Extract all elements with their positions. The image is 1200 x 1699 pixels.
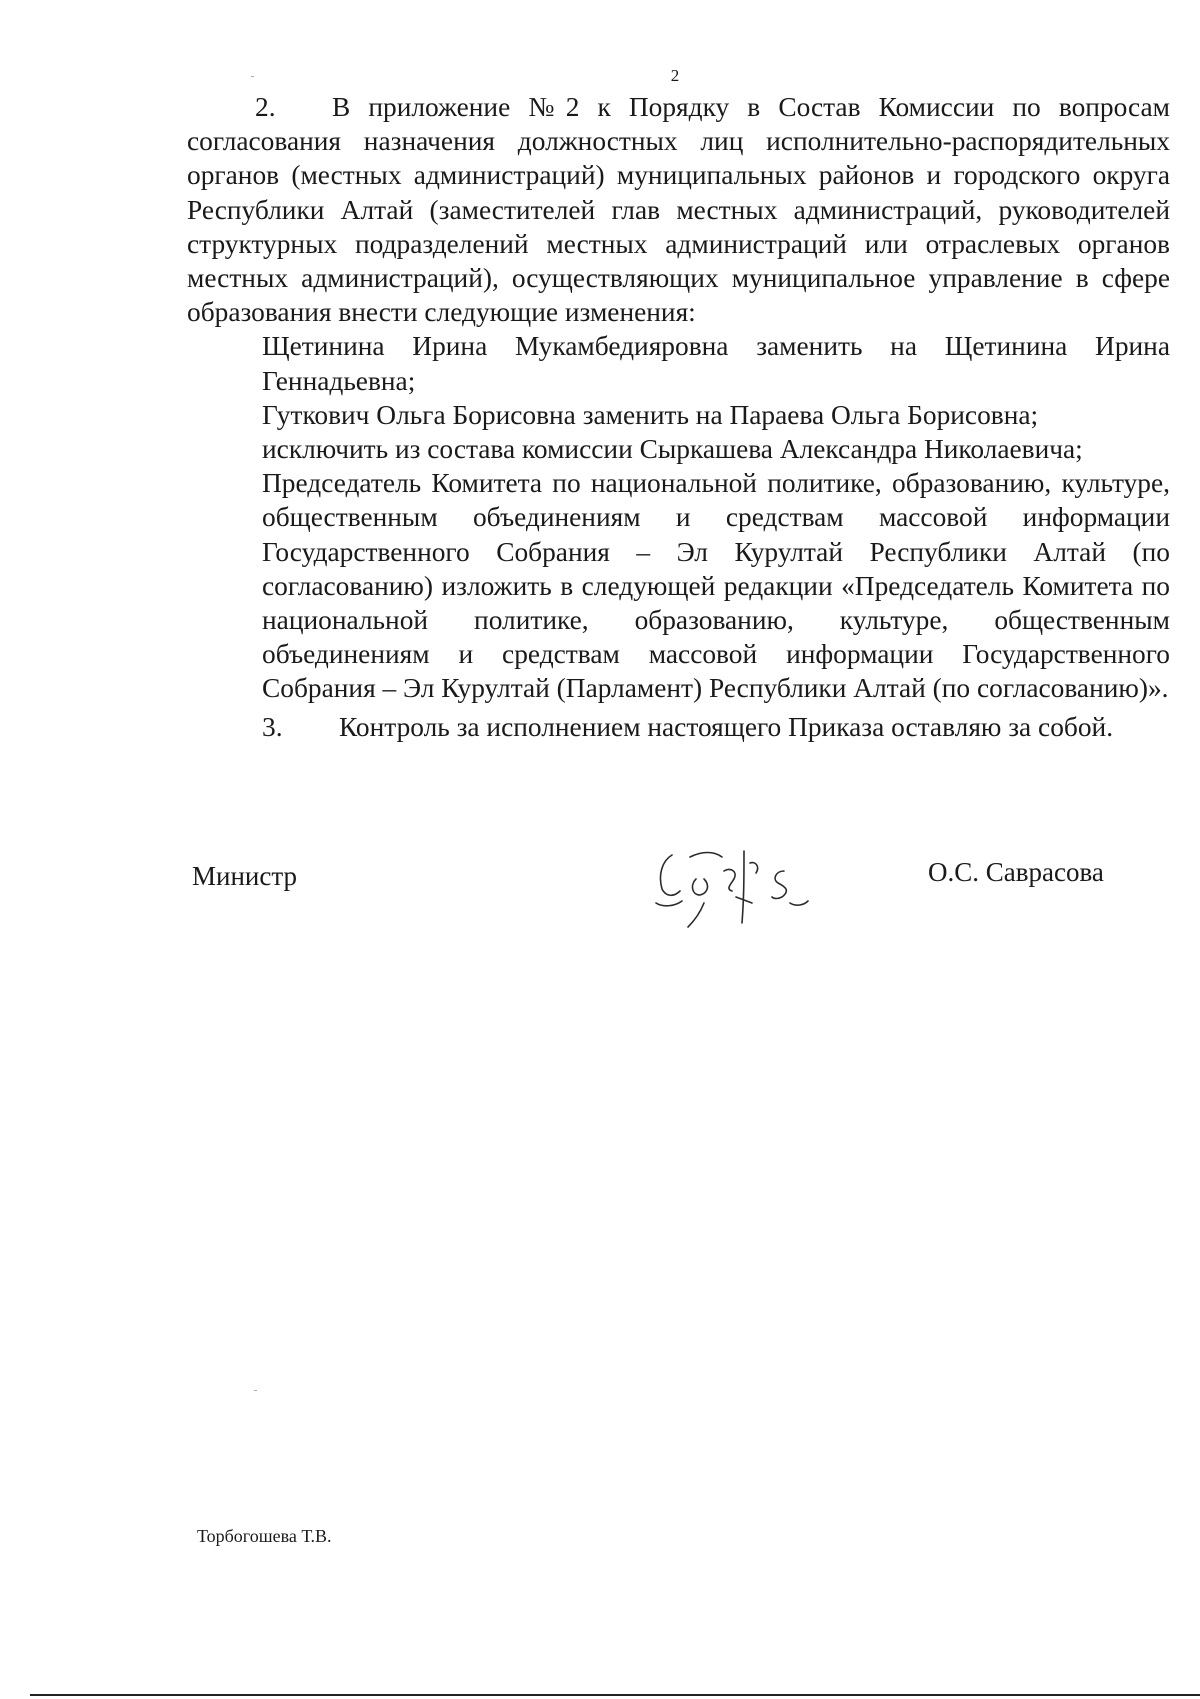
change-1: Щетинина Ирина Мукамбедияровна заменить на Щетинина Ирина Геннадьевна; bbox=[262, 331, 1170, 396]
executor-name: Торбогошева Т.В. bbox=[197, 1526, 332, 1546]
item-3-text: Контроль за исполнением настоящего Приказа оставляю за собой. bbox=[339, 711, 1114, 742]
page-number: 2 bbox=[670, 66, 680, 85]
scan-speck bbox=[251, 76, 254, 77]
scan-speck bbox=[254, 1390, 257, 1391]
signer-name: О.С. Саврасова bbox=[928, 857, 1104, 887]
item-2-number: 2. bbox=[255, 92, 276, 122]
item-2-paragraph bbox=[187, 90, 1170, 329]
item-3-paragraph bbox=[262, 710, 1170, 744]
item-3-number: 3. bbox=[262, 711, 283, 742]
document-body bbox=[187, 90, 1170, 744]
item-2-text: В приложение №2 к Порядку в Состав Комиссии по вопросам согласования назначения должностных лиц исполнительно-распорядительных органов (местных администраций) муниципальных районов и городского округа Республики Алтай (заместителей глав местных администраций, руководителей структурных подразделений местных администраций или отраслевых органов местных администраций), осуществляющих муниципальное управление в сфере образования внести следующие изменения: bbox=[187, 92, 1170, 328]
signer-role: Министр bbox=[192, 861, 297, 891]
change-3: исключить из состава комиссии Сыркашева Александра Николаевича; bbox=[262, 434, 1083, 465]
change-4: Председатель Комитета по национальной политике, образованию, культуре, общественным объединениям и средствам массовой информации Государственного Собрания – Эл Курултай Республики Алтай (по согласованию) изложить в следующей редакции «Председатель Комитета по национальной политике, образованию, культуре, общественным объединениям и средствам массовой информации Государственного Собрания – Эл Курултай (Парламент) Республики Алтай (по согласованию)». bbox=[262, 468, 1170, 704]
bottom-rule bbox=[30, 1694, 1200, 1696]
change-2: Гуткович Ольга Борисовна заменить на Параева Ольга Борисовна; bbox=[262, 399, 1039, 430]
signature-block bbox=[0, 857, 1200, 927]
handwritten-signature bbox=[640, 827, 850, 937]
